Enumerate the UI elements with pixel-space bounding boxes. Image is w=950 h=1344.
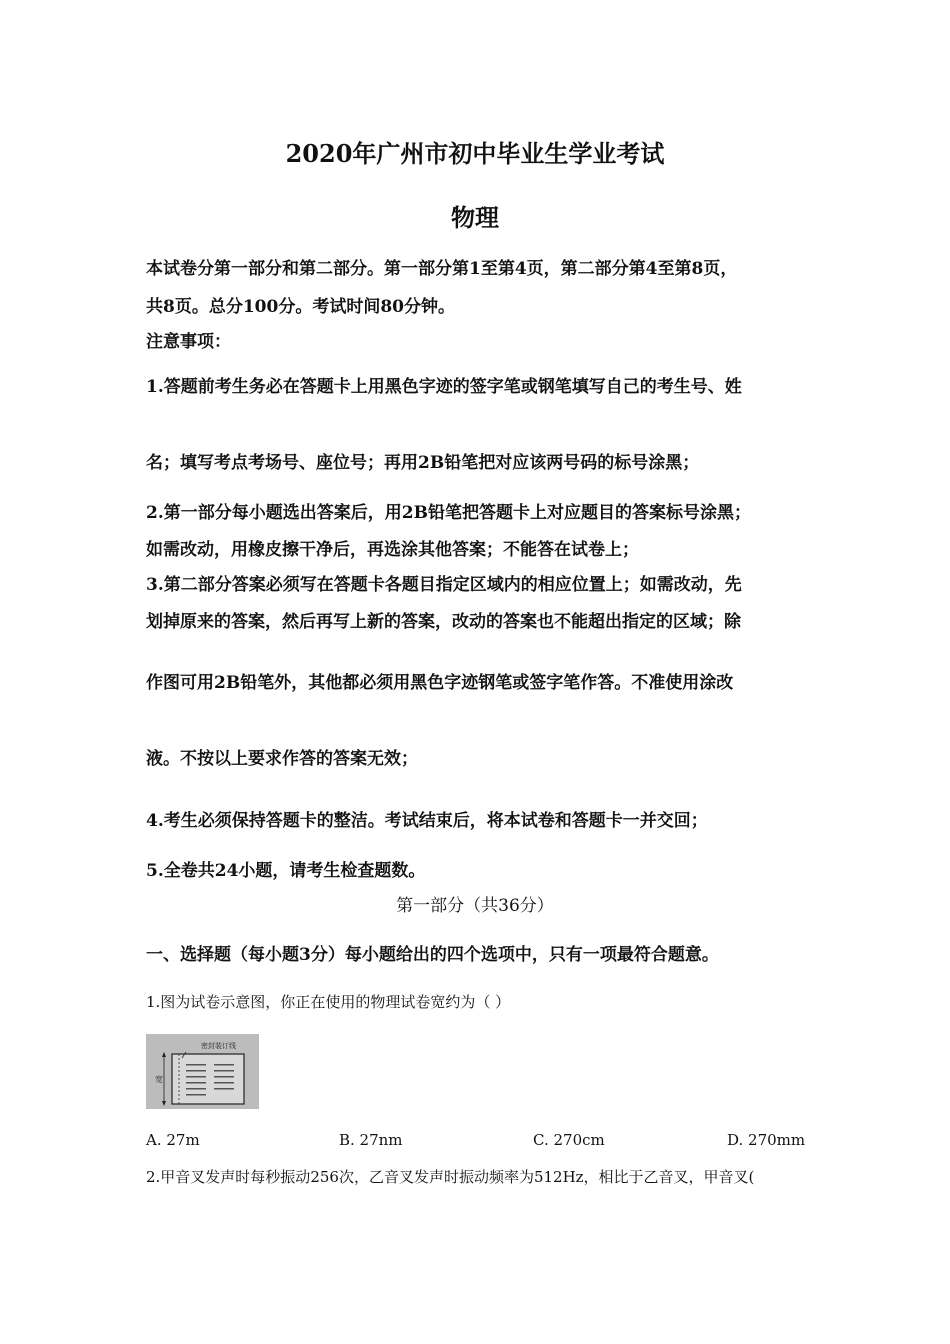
note-line: 5.全卷共24小题，请考生检查题数。 [146,861,426,881]
note-line: 2.第一部分每小题选出答案后，用2B铅笔把答题卡上对应题目的答案标号涂黑； [146,503,751,523]
note-line: 如需改动，用橡皮擦干净后，再选涂其他答案；不能答在试卷上； [146,540,639,560]
option-c: C. 270cm [533,1131,605,1149]
question-1-stem: 1.图为试卷示意图，你正在使用的物理试卷宽约为（ ） [146,993,511,1011]
exam-paper-figure [146,1034,259,1109]
option-d: D. 270mm [727,1131,806,1149]
note-line: 3.第二部分答案必须写在答题卡各题目指定区域内的相应位置上；如需改动，先 [146,575,742,595]
option-a: A. 27m [146,1131,200,1149]
note-line: 名；填写考点考场号、座位号；再用2B铅笔把对应该两号码的标号涂黑； [146,453,700,473]
subject-title: 物理 [451,203,499,232]
section-heading: 一、选择题（每小题3分）每小题给出的四个选项中，只有一项最符合题意。 [146,945,719,965]
note-line: 划掉原来的答案，然后再写上新的答案，改动的答案也不能超出指定的区域；除 [146,612,741,632]
intro-line-1: 本试卷分第一部分和第二部分。第一部分第1至第4页，第二部分第4至第8页， [146,259,738,279]
question-2-stem: 2.甲音叉发声时每秒振动256次，乙音叉发声时振动频率为512Hz，相比于乙音叉，甲音叉( [146,1168,755,1186]
notice-label: 注意事项： [146,332,231,352]
note-line: 液。不按以上要求作答的答案无效； [146,749,418,769]
page-title: 2020年广州市初中毕业生学业考试 [285,139,665,168]
seal-line-label: 密封装订线 [201,1042,236,1050]
part1-heading: 第一部分（共36分） [396,896,554,916]
note-line: 1.答题前考生务必在答题卡上用黑色字迹的签字笔或钢笔填写自己的考生号、姓 [146,377,742,397]
note-line: 作图可用2B铅笔外，其他都必须用黑色字迹钢笔或签字笔作答。不准使用涂改 [146,673,734,693]
intro-line-2: 共8页。总分100分。考试时间80分钟。 [146,297,455,317]
note-line: 4.考生必须保持答题卡的整洁。考试结束后，将本试卷和答题卡一并交回； [146,811,708,831]
width-label: 宽 [155,1075,163,1084]
option-b: B. 27nm [339,1131,403,1149]
